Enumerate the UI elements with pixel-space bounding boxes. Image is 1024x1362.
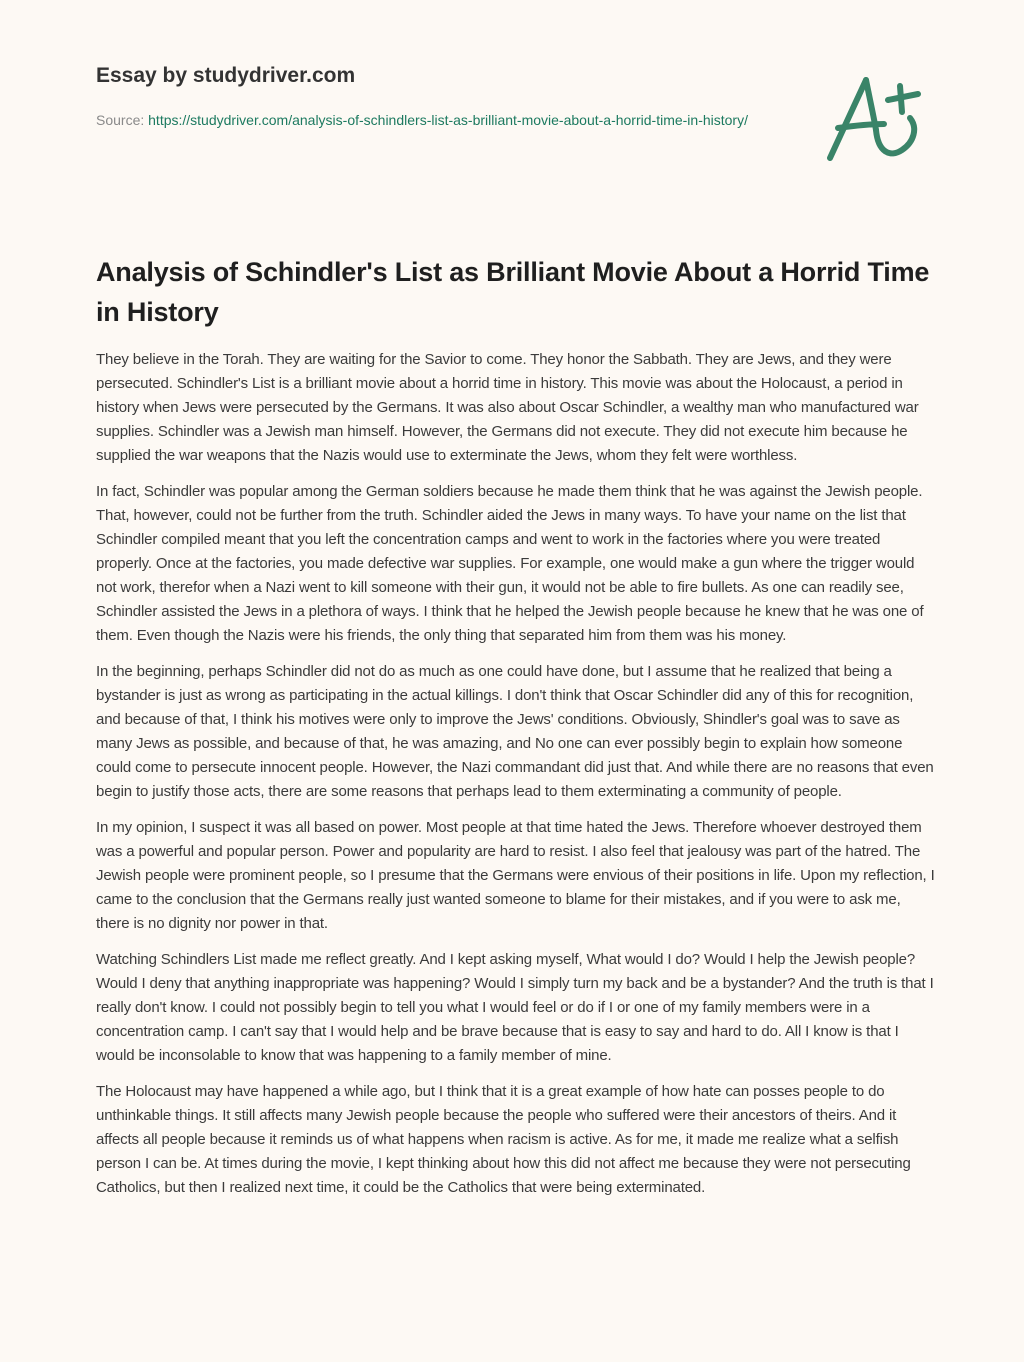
essay-article: [96, 252, 936, 1212]
essay-paragraph: They believe in the Torah. They are waiting for the Savior to come. They honor the Sabbath. They are Jews, and they were persecuted. Schindler's List is a brilliant movie about a horrid time in history. This movie was about the Holocaust, a period in history when Jews were persecuted by the Germans. It was also about Oscar Schindler, a wealthy man who manufactured war supplies. Schindler was a Jewish man himself. However, the Germans did not execute. They did not execute him because he supplied the war weapons that the Nazis would use to exterminate the Jews, whom they felt were worthless.: [96, 351, 919, 464]
essay-paragraph: In fact, Schindler was popular among the German soldiers because he made them think that he was against the Jewish people. That, however, could not be further from the truth. Schindler aided the Jews in many ways. To have your name on the list that Schindler compiled meant that you left the concentration camps and went to work in the factories where you were treated properly. Once at the factories, you made defective war supplies. For example, one would make a gun where the trigger would not work, therefor when a Nazi went to kill someone with their gun, it would not be able to fire bullets. As one can readily see, Schindler assisted the Jews in a plethora of ways. I think that he helped the Jewish people because he knew that he was one of them. Even though the Nazis were his friends, the only thing that separated him from them was his money.: [96, 483, 924, 644]
source-link[interactable]: https://studydriver.com/analysis-of-schindlers-list-as-brilliant-movie-about-a-horrid-time-in-history/: [148, 112, 748, 128]
page-header: [96, 62, 756, 132]
source-label: Source:: [96, 112, 145, 128]
essay-paragraph: In the beginning, perhaps Schindler did not do as much as one could have done, but I assume that he realized that being a bystander is just as wrong as participating in the actual killings. I don't think that Oscar Schindler did any of this for recognition, and because of that, I think his motives were only to improve the Jews' conditions. Obviously, Shindler's goal was to save as many Jews as possible, and because of that, he was amazing, and No one can ever possibly begin to explain how someone could come to persecute innocent people. However, the Nazi commandant did just that. And while there are no reasons that even begin to justify those acts, there are some reasons that perhaps lead to them exterminating a community of people.: [96, 663, 934, 800]
source-line: [96, 108, 756, 132]
essay-paragraph: In my opinion, I suspect it was all based on power. Most people at that time hated the Jews. Therefore whoever destroyed them was a powerful and popular person. Power and popularity are hard to resist. I also feel that jealousy was part of the hatred. The Jewish people were prominent people, so I presume that the Germans were envious of their positions in life. Upon my reflection, I came to the conclusion that the Germans really just wanted someone to blame for their mistakes, and if you were to ask me, there is no dignity nor power in that.: [96, 819, 935, 932]
site-title: Essay by studydriver.com: [96, 64, 356, 87]
essay-title: Analysis of Schindler's List as Brilliant Movie About a Horrid Time in History: [96, 257, 930, 327]
a-plus-grade-icon: [818, 66, 936, 170]
essay-paragraph: Watching Schindlers List made me reflect greatly. And I kept asking myself, What would I do? Would I help the Jewish people? Would I deny that anything inappropriate was happening? Would I simply turn my back and be a bystander? And the truth is that I really don't know. I could not possibly begin to tell you what I would feel or do if I or one of my family members were in a concentration camp. I can't say that I would help and be brave because that is easy to say and hard to do. All I know is that I would be inconsolable to know that was happening to a family member of mine.: [96, 951, 934, 1064]
essay-paragraph: The Holocaust may have happened a while ago, but I think that it is a great example of how hate can posses people to do unthinkable things. It still affects many Jewish people because the people who suffered were their ancestors of theirs. And it affects all people because it reminds us of what happens when racism is active. As for me, it made me realize what a selfish person I can be. At times during the movie, I kept thinking about how this did not affect me because they were not persecuting Catholics, but then I realized next time, it could be the Catholics that were being exterminated.: [96, 1083, 911, 1196]
